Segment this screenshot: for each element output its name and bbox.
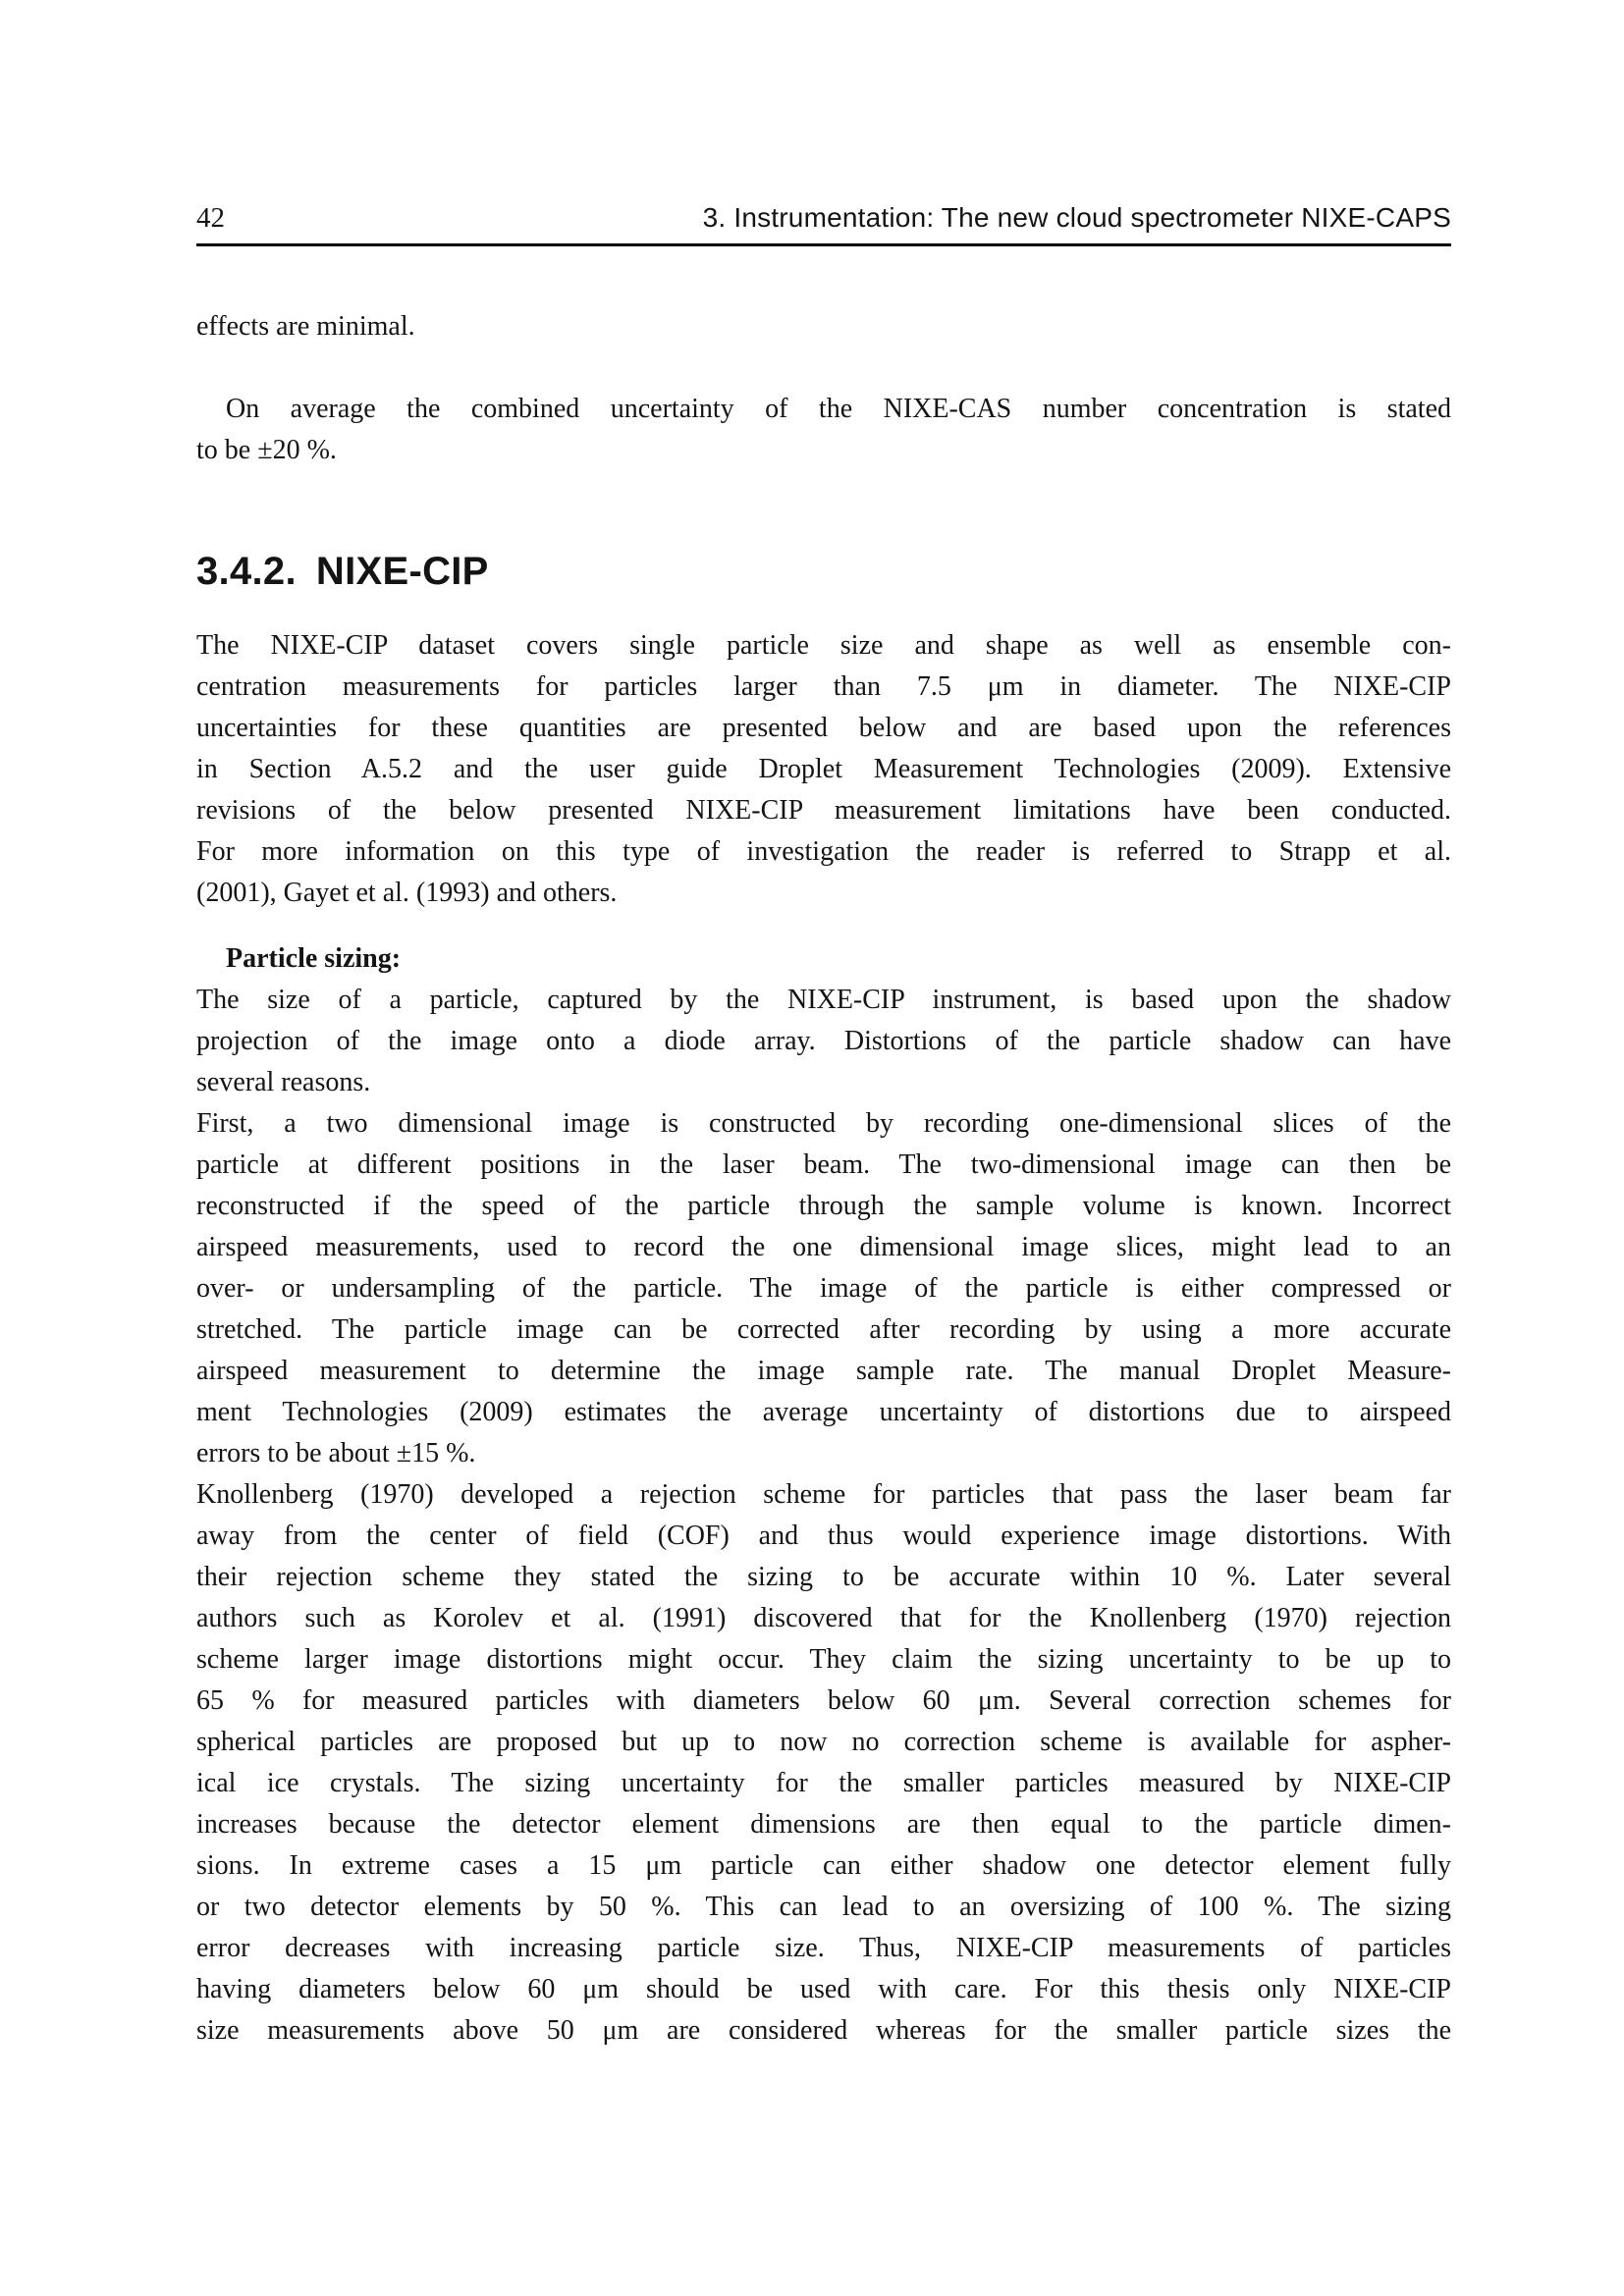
text-line: spherical particles are proposed but up to now no correction scheme is available for aspher- [196, 1727, 1451, 1757]
page-number: 42 [196, 202, 225, 234]
paragraph-effects-minimal [196, 306, 1451, 347]
section-number: 3.4.2. [196, 550, 297, 593]
section-title: NIXE-CIP [315, 550, 489, 593]
text-line: The NIXE-CIP dataset covers single particle size and shape as well as ensemble con- [196, 630, 1451, 661]
text-line: (2001), Gayet et al. (1993) and others. [196, 878, 618, 908]
text-line: ical ice crystals. The sizing uncertainty for the smaller particles measured by NIXE-CIP [196, 1768, 1451, 1798]
running-chapter-title: 3. Instrumentation: The new cloud spectrometer NIXE-CAPS [702, 202, 1451, 233]
text-line: centration measurements for particles larger than 7.5 μm in diameter. The NIXE-CIP [196, 671, 1451, 702]
paragraph-nixe-cip-intro [196, 625, 1451, 914]
text-line: ment Technologies (2009) estimates the average uncertainty of distortions due to airspeed [196, 1397, 1451, 1427]
text-line: particle at different positions in the laser beam. The two-dimensional image can then be [196, 1149, 1451, 1180]
text-line: effects are minimal. [196, 311, 415, 342]
paragraph-average-uncertainty [196, 389, 1451, 471]
text-line: projection of the image onto a diode array. Distortions of the particle shadow can have [196, 1026, 1451, 1056]
text-line: uncertainties for these quantities are presented below and are based upon the references [196, 713, 1451, 743]
text-line: revisions of the below presented NIXE-CIP measurement limitations have been conducted. [196, 795, 1451, 826]
text-line: airspeed measurements, used to record the one dimensional image slices, might lead to an [196, 1232, 1451, 1262]
text-line: For more information on this type of investigation the reader is referred to Strapp et al. [196, 836, 1451, 867]
particle-sizing-subheading [196, 938, 1451, 980]
subheading-label: Particle sizing: [226, 943, 402, 974]
text-line: On average the combined uncertainty of the NIXE-CAS number concentration is stated [226, 394, 1451, 424]
text-line: to be ±20 %. [196, 435, 337, 465]
text-line: error decreases with increasing particle size. Thus, NIXE-CIP measurements of particles [196, 1933, 1451, 1963]
text-line: reconstructed if the speed of the particle through the sample volume is known. Incorrect [196, 1191, 1451, 1221]
text-line: increases because the detector element dimensions are then equal to the particle dimen- [196, 1809, 1451, 1840]
text-line: The size of a particle, captured by the NIXE-CIP instrument, is based upon the shadow [196, 985, 1451, 1015]
text-line: in Section A.5.2 and the user guide Droplet Measurement Technologies (2009). Extensive [196, 754, 1451, 784]
text-line: their rejection scheme they stated the sizing to be accurate within 10 %. Later several [196, 1562, 1451, 1592]
text-line: First, a two dimensional image is constructed by recording one-dimensional slices of the [196, 1108, 1451, 1139]
text-line: over- or undersampling of the particle. The image of the particle is either compressed or [196, 1273, 1451, 1304]
text-line: several reasons. [196, 1067, 371, 1097]
paragraph-particle-sizing [196, 980, 1451, 2052]
text-line: size measurements above 50 μm are considered whereas for the smaller particle sizes the [196, 2015, 1451, 2046]
section-heading [196, 548, 489, 595]
text-line: airspeed measurement to determine the image sample rate. The manual Droplet Measure- [196, 1356, 1451, 1386]
text-line: 65 % for measured particles with diameters below 60 μm. Several correction schemes for [196, 1685, 1451, 1716]
text-line: Knollenberg (1970) developed a rejection scheme for particles that pass the laser beam far [196, 1479, 1451, 1510]
text-line: errors to be about ±15 %. [196, 1438, 476, 1468]
text-line: having diameters below 60 μm should be used with care. For this thesis only NIXE-CIP [196, 1974, 1451, 2004]
text-line: away from the center of field (COF) and thus would experience image distortions. With [196, 1521, 1451, 1551]
header-rule [196, 243, 1451, 246]
text-line: scheme larger image distortions might occur. They claim the sizing uncertainty to be up to [196, 1644, 1451, 1675]
text-line: sions. In extreme cases a 15 μm particle can either shadow one detector element fully [196, 1850, 1451, 1881]
text-line: stretched. The particle image can be corrected after recording by using a more accurate [196, 1314, 1451, 1345]
text-line: or two detector elements by 50 %. This can lead to an oversizing of 100 %. The sizing [196, 1892, 1451, 1922]
text-line: authors such as Korolev et al. (1991) discovered that for the Knollenberg (1970) rejection [196, 1603, 1451, 1633]
